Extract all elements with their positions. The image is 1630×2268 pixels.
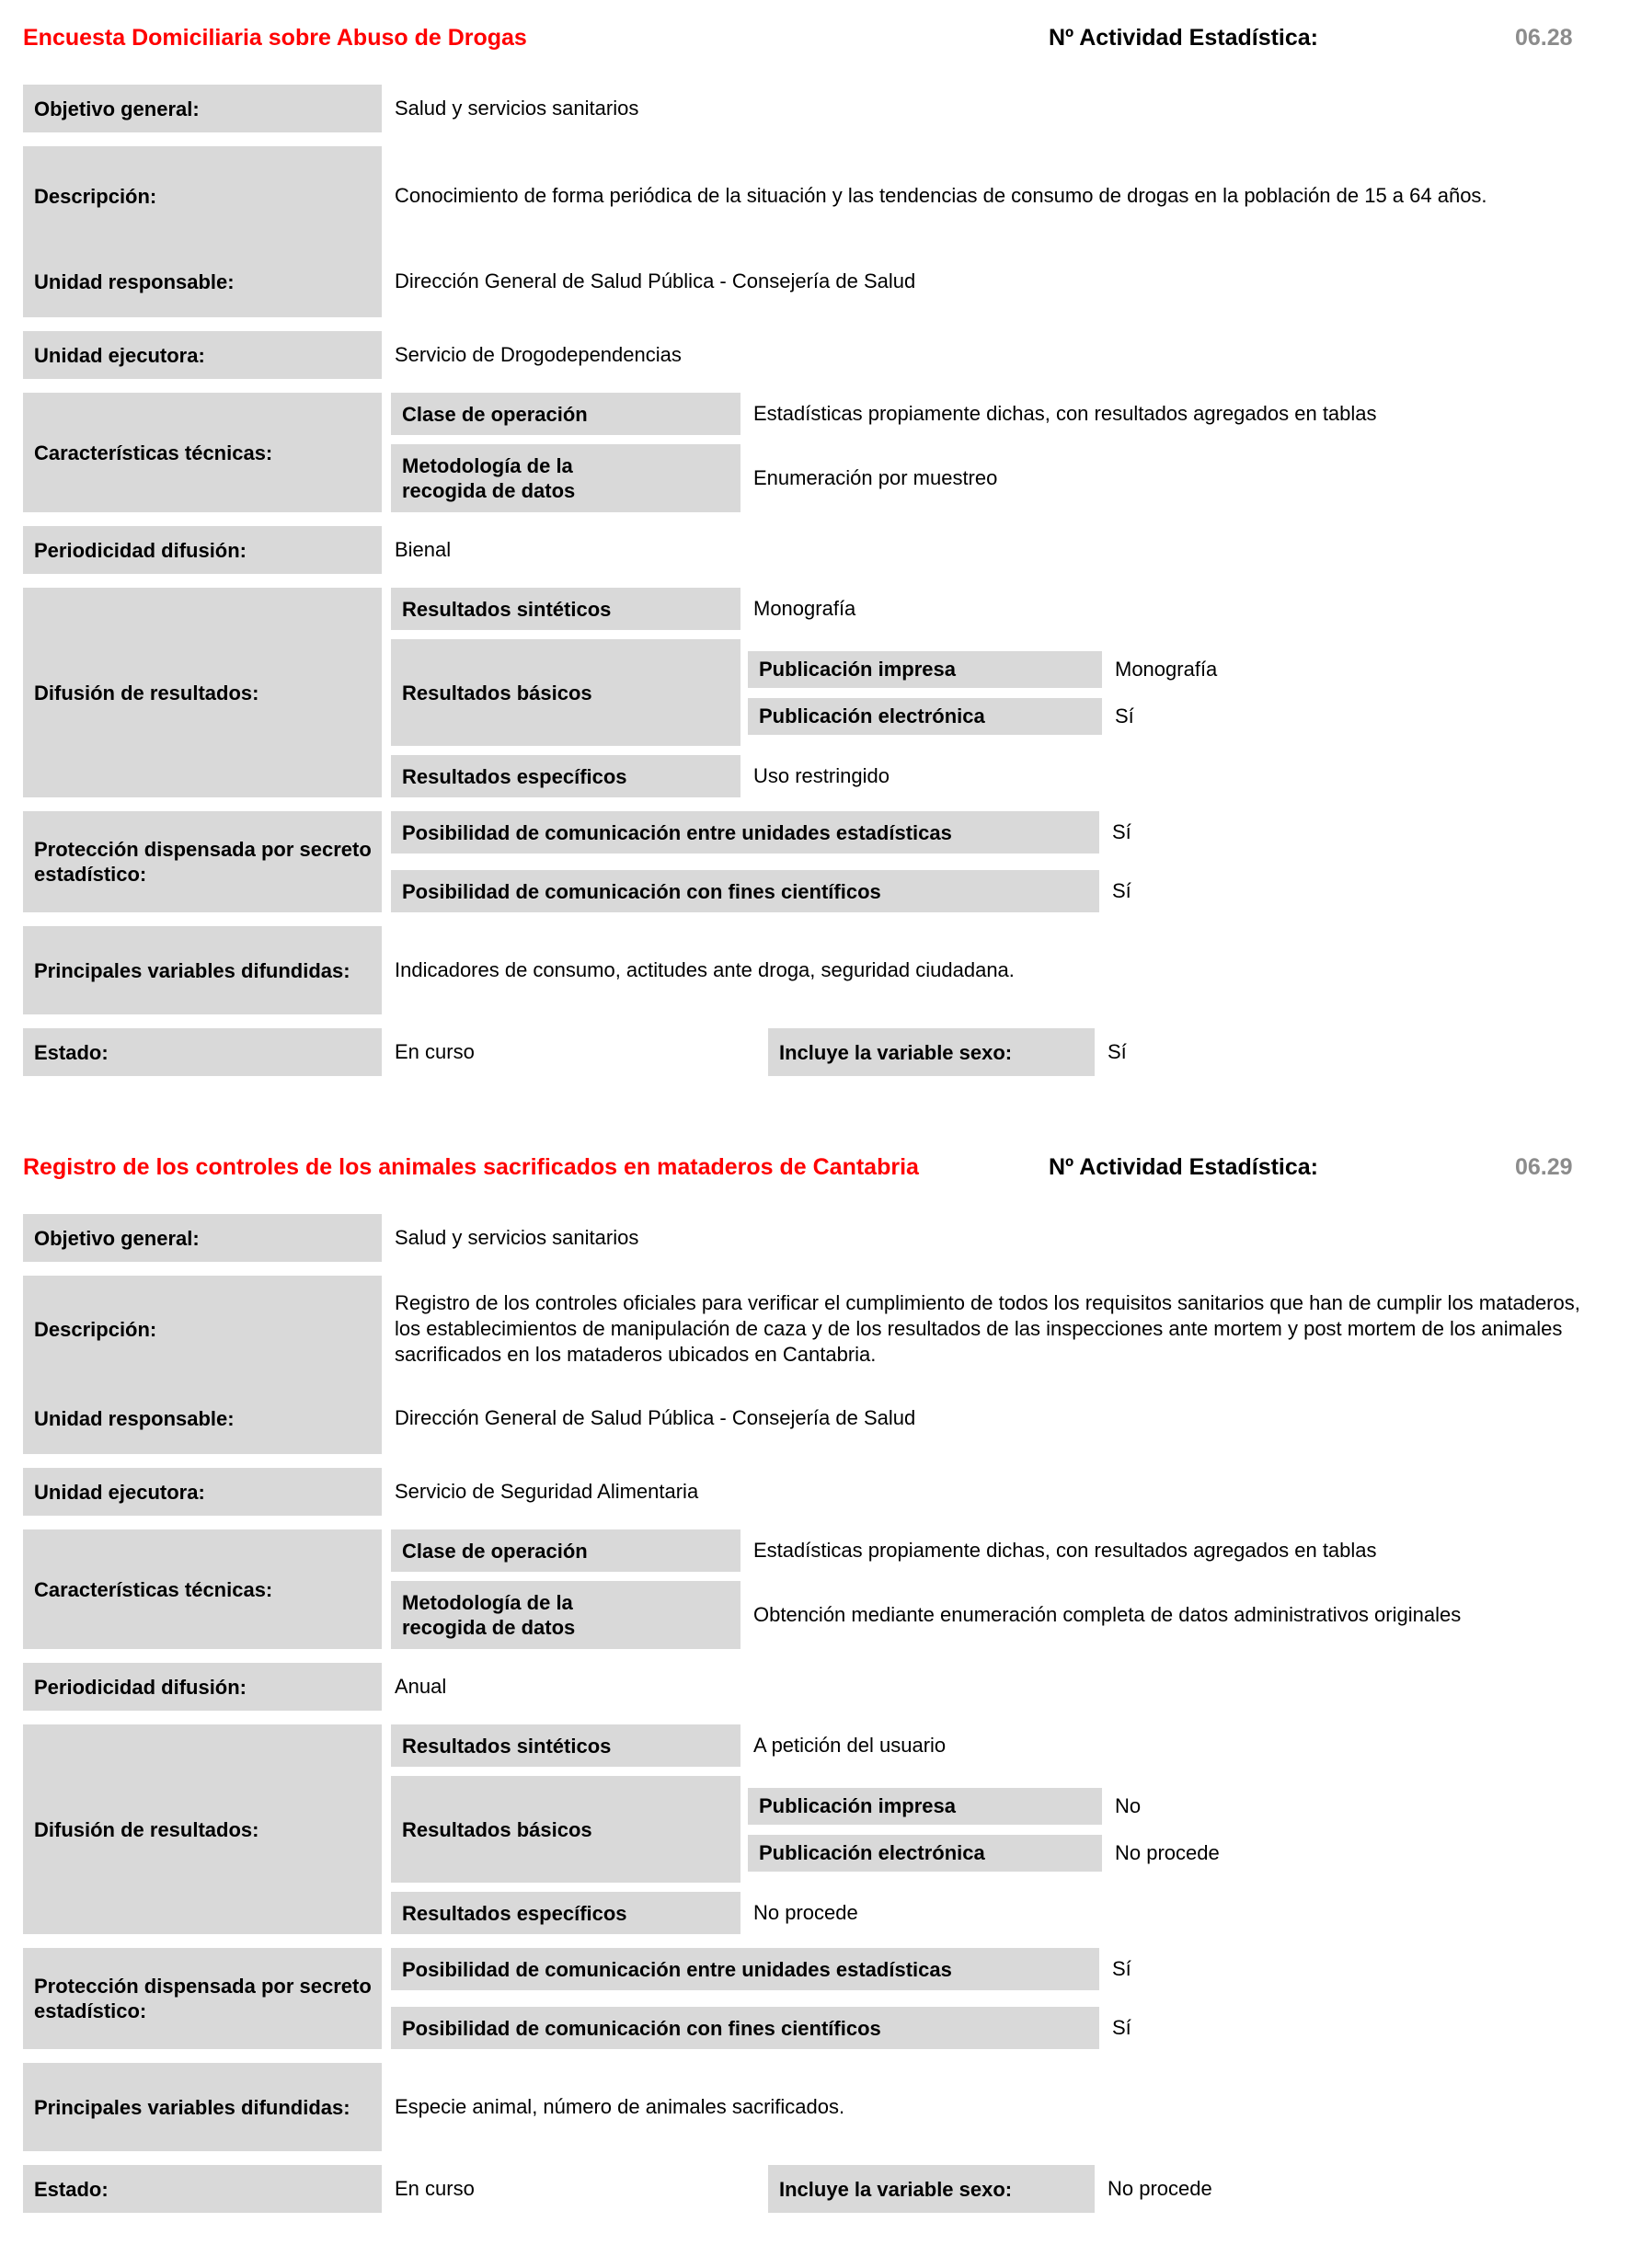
value-unidad-responsable: Dirección General de Salud Pública - Consejería de Salud xyxy=(395,269,916,292)
label-principales-variables: Principales variables difundidas: xyxy=(23,2063,382,2151)
subrow-resultados-especificos xyxy=(391,755,1607,797)
value-publicacion-impresa: No xyxy=(1115,1793,1142,1817)
value-variable-sexo: No procede xyxy=(1108,2177,1212,2200)
label-variable-sexo: Incluye la variable sexo: xyxy=(768,2165,1095,2213)
section-title: Registro de los controles de los animales sacrificados en mataderos de Cantabria xyxy=(23,1154,919,1180)
activity-number: 06.29 xyxy=(1515,1154,1573,1180)
activity-section-0628 xyxy=(23,22,1607,1076)
value-metodologia: Obtención mediante enumeración completa de datos administrativos originales xyxy=(753,1603,1462,1626)
row-unidad-ejecutora xyxy=(23,331,1607,379)
label-principales-variables: Principales variables difundidas: xyxy=(23,926,382,1014)
label-variable-sexo: Incluye la variable sexo: xyxy=(768,1028,1095,1076)
value-publicacion-impresa: Monografía xyxy=(1115,657,1218,681)
activity-number-label: Nº Actividad Estadística: xyxy=(1049,25,1319,51)
label-clase-operacion: Clase de operación xyxy=(391,1529,740,1572)
caracteristicas-subrows xyxy=(391,1529,1607,1649)
row-objetivo-general xyxy=(23,85,1607,132)
subrow-comunicacion-unidades xyxy=(391,1948,1607,1990)
value-descripcion: Registro de los controles oficiales para verificar el cumplimiento de todos los requisitos sanitarios que han de cumplir los mataderos, los establecimientos de manipulación de caza y de los resultados de las inspecciones ante mortem y post mortem de los animales sacrificados en los mataderos ubicados en Cantabria. xyxy=(395,1291,1580,1366)
row-descripcion xyxy=(23,146,1607,246)
value-resultados-sinteticos: Monografía xyxy=(753,597,856,620)
row-periodicidad xyxy=(23,1663,1607,1711)
subrow-clase-operacion xyxy=(391,1529,1607,1572)
subrow-publicacion-electronica xyxy=(748,698,1607,735)
label-estado: Estado: xyxy=(23,1028,382,1076)
label-proteccion-secreto: Protección dispensada por secreto estadístico: xyxy=(23,1948,382,2049)
label-difusion-resultados: Difusión de resultados: xyxy=(23,1724,382,1934)
row-group-descripcion-responsable xyxy=(23,146,1607,317)
row-difusion-resultados xyxy=(23,588,1607,797)
label-publicacion-impresa: Publicación impresa xyxy=(748,651,1102,688)
label-metodologia: Metodología de la recogida de datos xyxy=(391,1581,740,1649)
value-estado: En curso xyxy=(395,2177,475,2200)
label-resultados-especificos: Resultados específicos xyxy=(391,1892,740,1934)
row-periodicidad xyxy=(23,526,1607,574)
value-periodicidad: Anual xyxy=(395,1675,447,1698)
label-comunicacion-cientificos: Posibilidad de comunicación con fines científicos xyxy=(391,870,1099,912)
subrow-comunicacion-cientificos xyxy=(391,2007,1607,2049)
proteccion-subrows xyxy=(391,1948,1607,2049)
row-descripcion xyxy=(23,1276,1607,1382)
subrow-resultados-sinteticos xyxy=(391,1724,1607,1767)
subrow-publicacion-impresa xyxy=(748,651,1607,688)
value-resultados-sinteticos: A petición del usuario xyxy=(753,1734,947,1757)
row-group-descripcion-responsable xyxy=(23,1276,1607,1454)
row-principales-variables xyxy=(23,2063,1607,2151)
section-title: Encuesta Domiciliaria sobre Abuso de Drogas xyxy=(23,25,527,51)
resultados-basicos-subrows xyxy=(748,639,1607,746)
subrow-resultados-especificos xyxy=(391,1892,1607,1934)
label-descripcion: Descripción: xyxy=(23,146,382,246)
label-resultados-sinteticos: Resultados sintéticos xyxy=(391,588,740,630)
label-publicacion-electronica: Publicación electrónica xyxy=(748,1835,1102,1872)
value-publicacion-electronica: No procede xyxy=(1115,1840,1220,1864)
label-objetivo-general: Objetivo general: xyxy=(23,1214,382,1262)
label-caracteristicas-tecnicas: Características técnicas: xyxy=(23,393,382,512)
value-clase-operacion: Estadísticas propiamente dichas, con resultados agregados en tablas xyxy=(753,1539,1377,1562)
value-principales-variables: Especie animal, número de animales sacrificados. xyxy=(395,2095,845,2118)
activity-section-0629 xyxy=(23,1151,1607,2213)
label-estado: Estado: xyxy=(23,2165,382,2213)
activity-table xyxy=(23,1214,1607,2213)
label-clase-operacion: Clase de operación xyxy=(391,393,740,435)
row-estado xyxy=(23,1028,1607,1076)
activity-number-label: Nº Actividad Estadística: xyxy=(1049,1154,1319,1180)
value-variable-sexo: Sí xyxy=(1108,1040,1127,1063)
label-publicacion-impresa: Publicación impresa xyxy=(748,1788,1102,1825)
label-descripcion: Descripción: xyxy=(23,1276,382,1382)
label-unidad-responsable: Unidad responsable: xyxy=(23,246,382,317)
value-comunicacion-unidades: Sí xyxy=(1112,1957,1131,1980)
subrow-comunicacion-unidades xyxy=(391,811,1607,853)
label-unidad-ejecutora: Unidad ejecutora: xyxy=(23,331,382,379)
subrow-metodologia xyxy=(391,1581,1607,1649)
row-proteccion-secreto xyxy=(23,1948,1607,2049)
row-proteccion-secreto xyxy=(23,811,1607,912)
label-caracteristicas-tecnicas: Características técnicas: xyxy=(23,1529,382,1649)
value-resultados-especificos: Uso restringido xyxy=(753,764,890,787)
activity-table xyxy=(23,85,1607,1076)
subrow-resultados-basicos xyxy=(391,1776,1607,1883)
subrow-resultados-basicos xyxy=(391,639,1607,746)
value-estado: En curso xyxy=(395,1040,475,1063)
label-resultados-especificos: Resultados específicos xyxy=(391,755,740,797)
label-unidad-ejecutora: Unidad ejecutora: xyxy=(23,1468,382,1516)
label-comunicacion-cientificos: Posibilidad de comunicación con fines científicos xyxy=(391,2007,1099,2049)
difusion-subrows xyxy=(391,588,1607,797)
label-periodicidad: Periodicidad difusión: xyxy=(23,526,382,574)
value-objetivo-general: Salud y servicios sanitarios xyxy=(395,97,639,120)
label-difusion-resultados: Difusión de resultados: xyxy=(23,588,382,797)
row-objetivo-general xyxy=(23,1214,1607,1262)
value-unidad-ejecutora: Servicio de Drogodependencias xyxy=(395,343,682,366)
row-unidad-ejecutora xyxy=(23,1468,1607,1516)
value-unidad-responsable: Dirección General de Salud Pública - Consejería de Salud xyxy=(395,1406,916,1429)
label-comunicacion-unidades: Posibilidad de comunicación entre unidades estadísticas xyxy=(391,811,1099,853)
subrow-metodologia xyxy=(391,444,1607,512)
label-metodologia: Metodología de la recogida de datos xyxy=(391,444,740,512)
value-comunicacion-unidades: Sí xyxy=(1112,820,1131,843)
subrow-comunicacion-cientificos xyxy=(391,870,1607,912)
value-resultados-especificos: No procede xyxy=(753,1901,858,1924)
row-principales-variables xyxy=(23,926,1607,1014)
subrow-publicacion-electronica xyxy=(748,1835,1607,1872)
label-resultados-basicos: Resultados básicos xyxy=(391,639,740,746)
row-difusion-resultados xyxy=(23,1724,1607,1934)
label-objetivo-general: Objetivo general: xyxy=(23,85,382,132)
label-resultados-basicos: Resultados básicos xyxy=(391,1776,740,1883)
label-proteccion-secreto: Protección dispensada por secreto estadístico: xyxy=(23,811,382,912)
row-unidad-responsable xyxy=(23,246,1607,317)
value-objetivo-general: Salud y servicios sanitarios xyxy=(395,1226,639,1249)
value-descripcion: Conocimiento de forma periódica de la situación y las tendencias de consumo de drogas en la población de 15 a 64 años. xyxy=(395,184,1487,207)
row-caracteristicas-tecnicas xyxy=(23,1529,1607,1649)
section-header xyxy=(23,1151,1607,1186)
value-comunicacion-cientificos: Sí xyxy=(1112,2016,1131,2039)
value-unidad-ejecutora: Servicio de Seguridad Alimentaria xyxy=(395,1480,699,1503)
row-unidad-responsable xyxy=(23,1382,1607,1454)
value-publicacion-electronica: Sí xyxy=(1115,704,1134,727)
section-header xyxy=(23,22,1607,57)
label-comunicacion-unidades: Posibilidad de comunicación entre unidades estadísticas xyxy=(391,1948,1099,1990)
subrow-publicacion-impresa xyxy=(748,1788,1607,1825)
proteccion-subrows xyxy=(391,811,1607,912)
label-resultados-sinteticos: Resultados sintéticos xyxy=(391,1724,740,1767)
row-caracteristicas-tecnicas xyxy=(23,393,1607,512)
caracteristicas-subrows xyxy=(391,393,1607,512)
label-unidad-responsable: Unidad responsable: xyxy=(23,1382,382,1454)
value-principales-variables: Indicadores de consumo, actitudes ante droga, seguridad ciudadana. xyxy=(395,958,1015,981)
label-publicacion-electronica: Publicación electrónica xyxy=(748,698,1102,735)
subrow-clase-operacion xyxy=(391,393,1607,435)
label-periodicidad: Periodicidad difusión: xyxy=(23,1663,382,1711)
activity-number: 06.28 xyxy=(1515,25,1573,51)
row-estado xyxy=(23,2165,1607,2213)
value-comunicacion-cientificos: Sí xyxy=(1112,879,1131,902)
value-metodologia: Enumeración por muestreo xyxy=(753,466,998,489)
difusion-subrows xyxy=(391,1724,1607,1934)
value-periodicidad: Bienal xyxy=(395,538,452,561)
resultados-basicos-subrows xyxy=(748,1776,1607,1883)
subrow-resultados-sinteticos xyxy=(391,588,1607,630)
value-clase-operacion: Estadísticas propiamente dichas, con resultados agregados en tablas xyxy=(753,402,1377,425)
